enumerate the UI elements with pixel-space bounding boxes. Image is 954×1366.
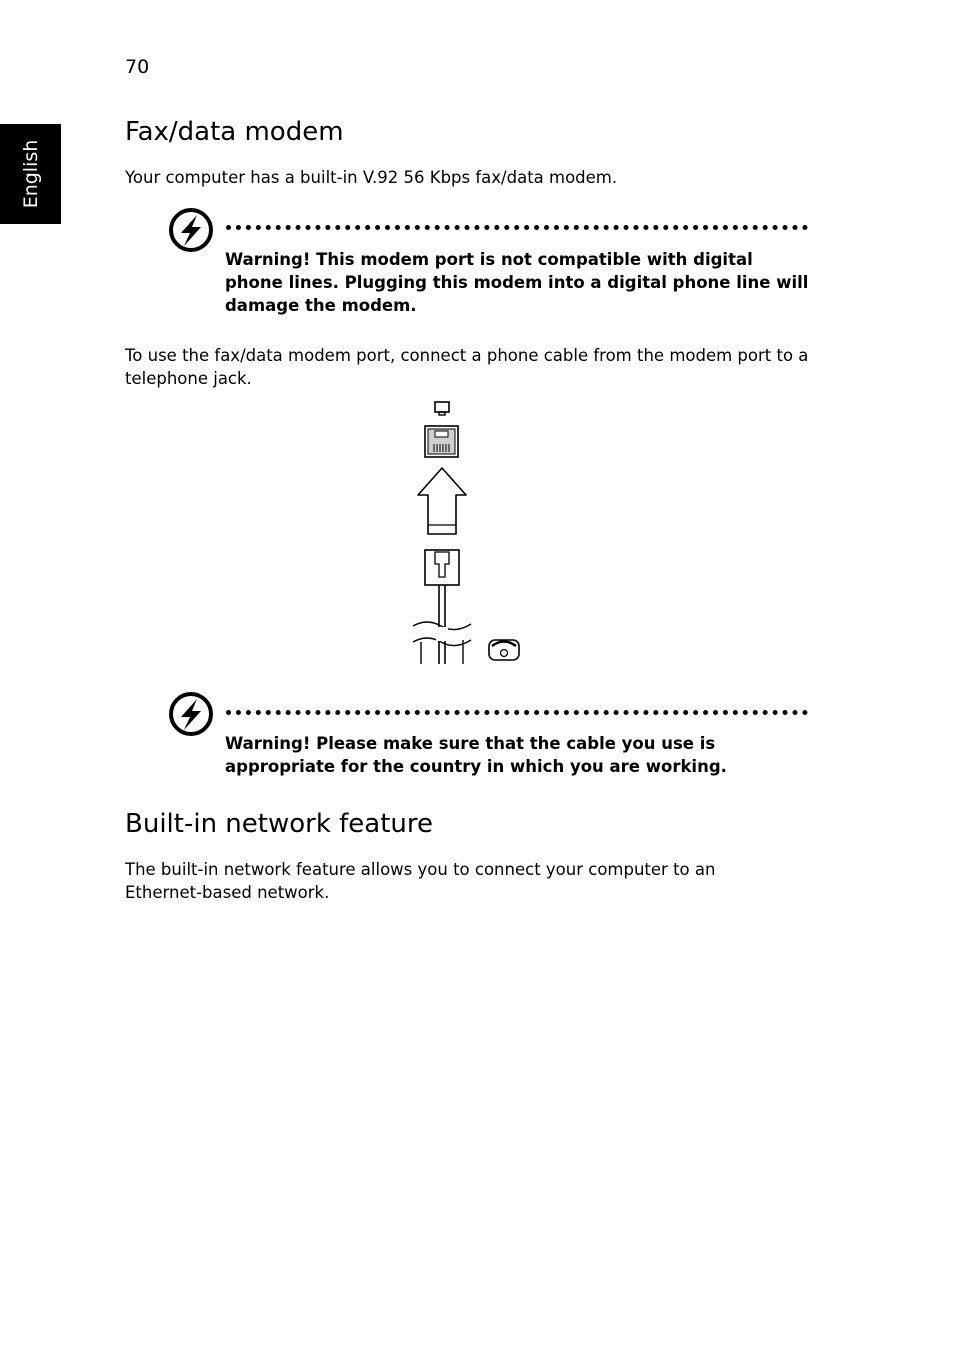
phone-plug-icon: [413, 550, 471, 664]
warning-text-cable-country: Warning! Please make sure that the cable you use is appropriate for the country in which you are working.: [225, 734, 727, 776]
language-tab-label: English: [19, 139, 42, 209]
phone-jack-icon: [425, 426, 458, 457]
modem-port-icon: [435, 402, 449, 415]
page-number: 70: [125, 56, 150, 78]
modem-connection-diagram: [405, 398, 535, 668]
telephone-icon: [489, 640, 519, 660]
section-title-fax-modem: Fax/data modem: [125, 117, 344, 147]
warning-lightning-icon: [168, 691, 214, 737]
language-tab: [0, 124, 61, 224]
warning-divider: [226, 710, 808, 715]
fax-instructions-text: To use the fax/data modem port, connect a phone cable from the modem port to a telephone jack.: [125, 346, 809, 388]
warning-lightning-icon: [168, 207, 214, 253]
section-title-network: Built-in network feature: [125, 809, 434, 839]
network-intro-text: The built-in network feature allows you to connect your computer to an Ethernet-based network.: [125, 860, 716, 902]
up-arrow-icon: [418, 468, 466, 534]
warning-text-digital-line: Warning! This modem port is not compatible with digital phone lines. Plugging this modem into a digital phone line will damage the modem.: [225, 250, 809, 315]
fax-intro-text: Your computer has a built-in V.92 56 Kbps fax/data modem.: [125, 168, 618, 187]
warning-divider: [226, 225, 808, 230]
